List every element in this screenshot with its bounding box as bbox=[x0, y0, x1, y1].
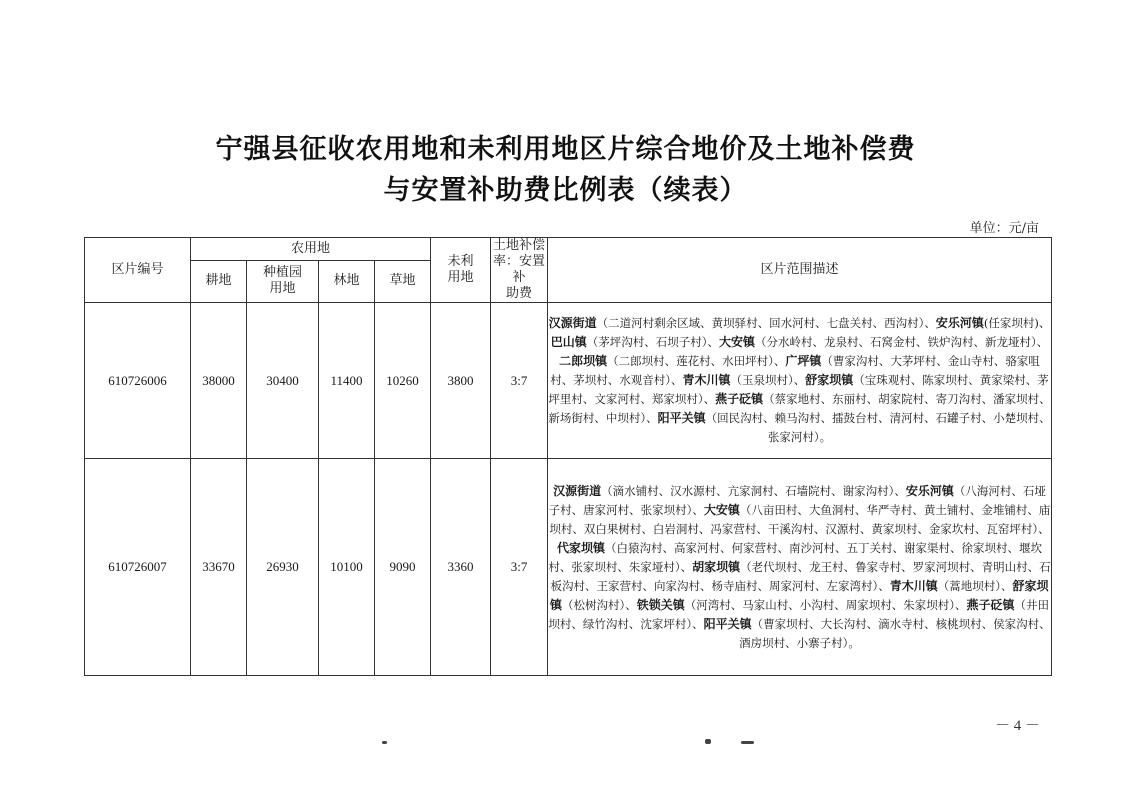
town-name: 阳平关镇 bbox=[657, 411, 706, 425]
header-unused-line2: 用地 bbox=[447, 270, 474, 285]
town-name: 二郎坝镇 bbox=[559, 354, 608, 368]
zone-code-cell: 610726007 bbox=[85, 459, 191, 676]
village-list: （滴水铺村、汉水源村、亢家洞村、石墙院村、谢家沟村）、 bbox=[601, 483, 906, 498]
village-list: （二道河村剩余区域、黄坝驿村、回水河村、七盘关村、西沟村）、 bbox=[596, 316, 936, 330]
town-name: 安乐河镇 bbox=[905, 483, 954, 498]
village-list: （分水岭村、龙泉村、石窝金村、铁炉沟村、新龙垭村）、 bbox=[755, 335, 1049, 349]
village-list: （玉泉坝村）、 bbox=[730, 373, 806, 387]
forest-price-cell: 11400 bbox=[319, 303, 375, 459]
header-unused-land bbox=[431, 238, 491, 303]
document-title-line2: 与安置补助费比例表（续表） bbox=[383, 175, 748, 206]
village-list: （宝珠观村、陈家坝村、黄家梁村、茅坪里村、文家河村、郑家坝村）、 bbox=[548, 373, 1049, 406]
cultivated-price-cell: 33670 bbox=[191, 459, 247, 676]
town-name: 汉源街道 bbox=[553, 483, 602, 498]
land-price-table bbox=[84, 237, 1052, 676]
town-name: 青木川镇 bbox=[682, 373, 731, 387]
cultivated-price-cell: 38000 bbox=[191, 303, 247, 459]
page-number: － 4 － bbox=[995, 718, 1041, 734]
town-name: 大安镇 bbox=[719, 335, 756, 349]
village-list: （蒿地坝村）、 bbox=[937, 578, 1013, 593]
garden-price-cell: 30400 bbox=[247, 303, 319, 459]
header-compensation-ratio bbox=[491, 238, 548, 303]
header-zone-description: 区片范围描述 bbox=[548, 238, 1052, 303]
header-cultivated: 耕地 bbox=[191, 260, 247, 302]
scan-speck bbox=[705, 739, 711, 744]
village-list: （松树沟村）、 bbox=[562, 597, 637, 612]
town-name: 铁锁关镇 bbox=[636, 597, 685, 612]
town-name: 胡家坝镇 bbox=[692, 559, 741, 574]
header-garden-line1: 种植园 bbox=[262, 265, 302, 281]
village-list: （老代坝村、龙王村、鲁家寺村、罗家河坝村、青明山村、石板沟村、王家营村、向家沟村、杨寺庙村、周家河村、左家湾村）、 bbox=[550, 559, 1051, 593]
header-garden-land bbox=[247, 260, 319, 302]
village-list: （井田坝村、绿竹沟村、沈家坪村）、 bbox=[548, 597, 1050, 631]
grass-price-cell: 9090 bbox=[375, 459, 431, 676]
grass-price-cell: 10260 bbox=[375, 303, 431, 459]
header-ratio-line2: 率：安置补 bbox=[493, 254, 546, 285]
header-ratio-line3: 助费 bbox=[506, 286, 533, 301]
village-list: （茅坪沟村、石坝子村）、 bbox=[586, 335, 720, 349]
scan-speck bbox=[382, 741, 387, 744]
unit-label: 单位：元/亩 bbox=[969, 221, 1039, 236]
header-ratio-line1: 土地补偿 bbox=[493, 238, 546, 253]
town-name: 大安镇 bbox=[703, 502, 740, 517]
header-unused-line1: 未利 bbox=[447, 254, 474, 269]
zone-description-cell bbox=[548, 303, 1052, 459]
village-list: （八亩田村、大鱼洞村、华严寺村、黄土铺村、金堆铺村、庙坝村、双白果树村、白岩洞村、冯家营村、干溪沟村、汉源村、黄家坝村、金家坎村、瓦窑坪村）、 bbox=[549, 502, 1051, 536]
village-list: （白猿沟村、高家河村、何家营村、南沙河村、五丁关村、谢家渠村、徐家坝村、堰坎村、张家坝村、朱家垭村）、 bbox=[548, 540, 1043, 574]
header-forest: 林地 bbox=[319, 260, 375, 302]
zone-code-cell: 610726006 bbox=[85, 303, 191, 459]
town-name: 广坪镇 bbox=[785, 354, 822, 368]
garden-price-cell: 26930 bbox=[247, 459, 319, 676]
village-list: （河湾村、马家山村、小沟村、周家坝村、朱家坝村）、 bbox=[684, 597, 967, 612]
town-name: 安乐河镇 bbox=[935, 316, 984, 330]
header-garden-line2: 用地 bbox=[269, 281, 296, 297]
ratio-cell: 3:7 bbox=[491, 459, 548, 676]
scan-speck bbox=[741, 741, 754, 744]
village-list: （蔡家地村、东丽村、胡家院村、寄刀沟村、潘家坝村、新场街村、中坝村）、 bbox=[548, 392, 1051, 425]
village-list: （曹家坝村、大长沟村、滴水寺村、核桃坝村、侯家沟村、酒房坝村、小寨子村）。 bbox=[739, 616, 1051, 650]
town-name: 燕子砭镇 bbox=[715, 392, 764, 406]
ratio-cell: 3:7 bbox=[491, 303, 548, 459]
town-name: 舒家坝镇 bbox=[549, 578, 1049, 612]
town-name: 阳平关镇 bbox=[703, 616, 752, 631]
document-title-line1: 宁强县征收农用地和未利用地区片综合地价及土地补偿费 bbox=[215, 134, 916, 165]
village-list: （曹家沟村、大茅坪村、金山寺村、骆家咀村、茅坝村、水观音村）、 bbox=[550, 354, 1040, 387]
town-name: 巴山镇 bbox=[550, 335, 587, 349]
header-grass: 草地 bbox=[375, 260, 431, 302]
table-row bbox=[85, 459, 1052, 676]
unused-price-cell: 3360 bbox=[431, 459, 491, 676]
town-name: 汉源街道 bbox=[548, 316, 597, 330]
header-zone-code: 区片编号 bbox=[85, 238, 191, 303]
zone-description-cell bbox=[548, 459, 1052, 676]
town-name: 代家坝镇 bbox=[557, 540, 606, 555]
unused-price-cell: 3800 bbox=[431, 303, 491, 459]
town-name: 青木川镇 bbox=[889, 578, 938, 593]
village-list: （二郎坝村、莲花村、水田坪村）、 bbox=[607, 354, 786, 368]
table-row bbox=[85, 303, 1052, 459]
town-name: 燕子砭镇 bbox=[966, 597, 1015, 612]
header-farmland: 农用地 bbox=[191, 238, 431, 261]
village-list: （回民沟村、赖马沟村、擂鼓台村、清河村、石罐子村、小楚坝村、张家河村）。 bbox=[705, 411, 1051, 444]
village-list: （八海河村、石垭子村、唐家河村、张家坝村）、 bbox=[548, 483, 1046, 517]
town-name: 舒家坝镇 bbox=[805, 373, 854, 387]
village-list: (任家坝村)、 bbox=[983, 316, 1051, 330]
forest-price-cell: 10100 bbox=[319, 459, 375, 676]
